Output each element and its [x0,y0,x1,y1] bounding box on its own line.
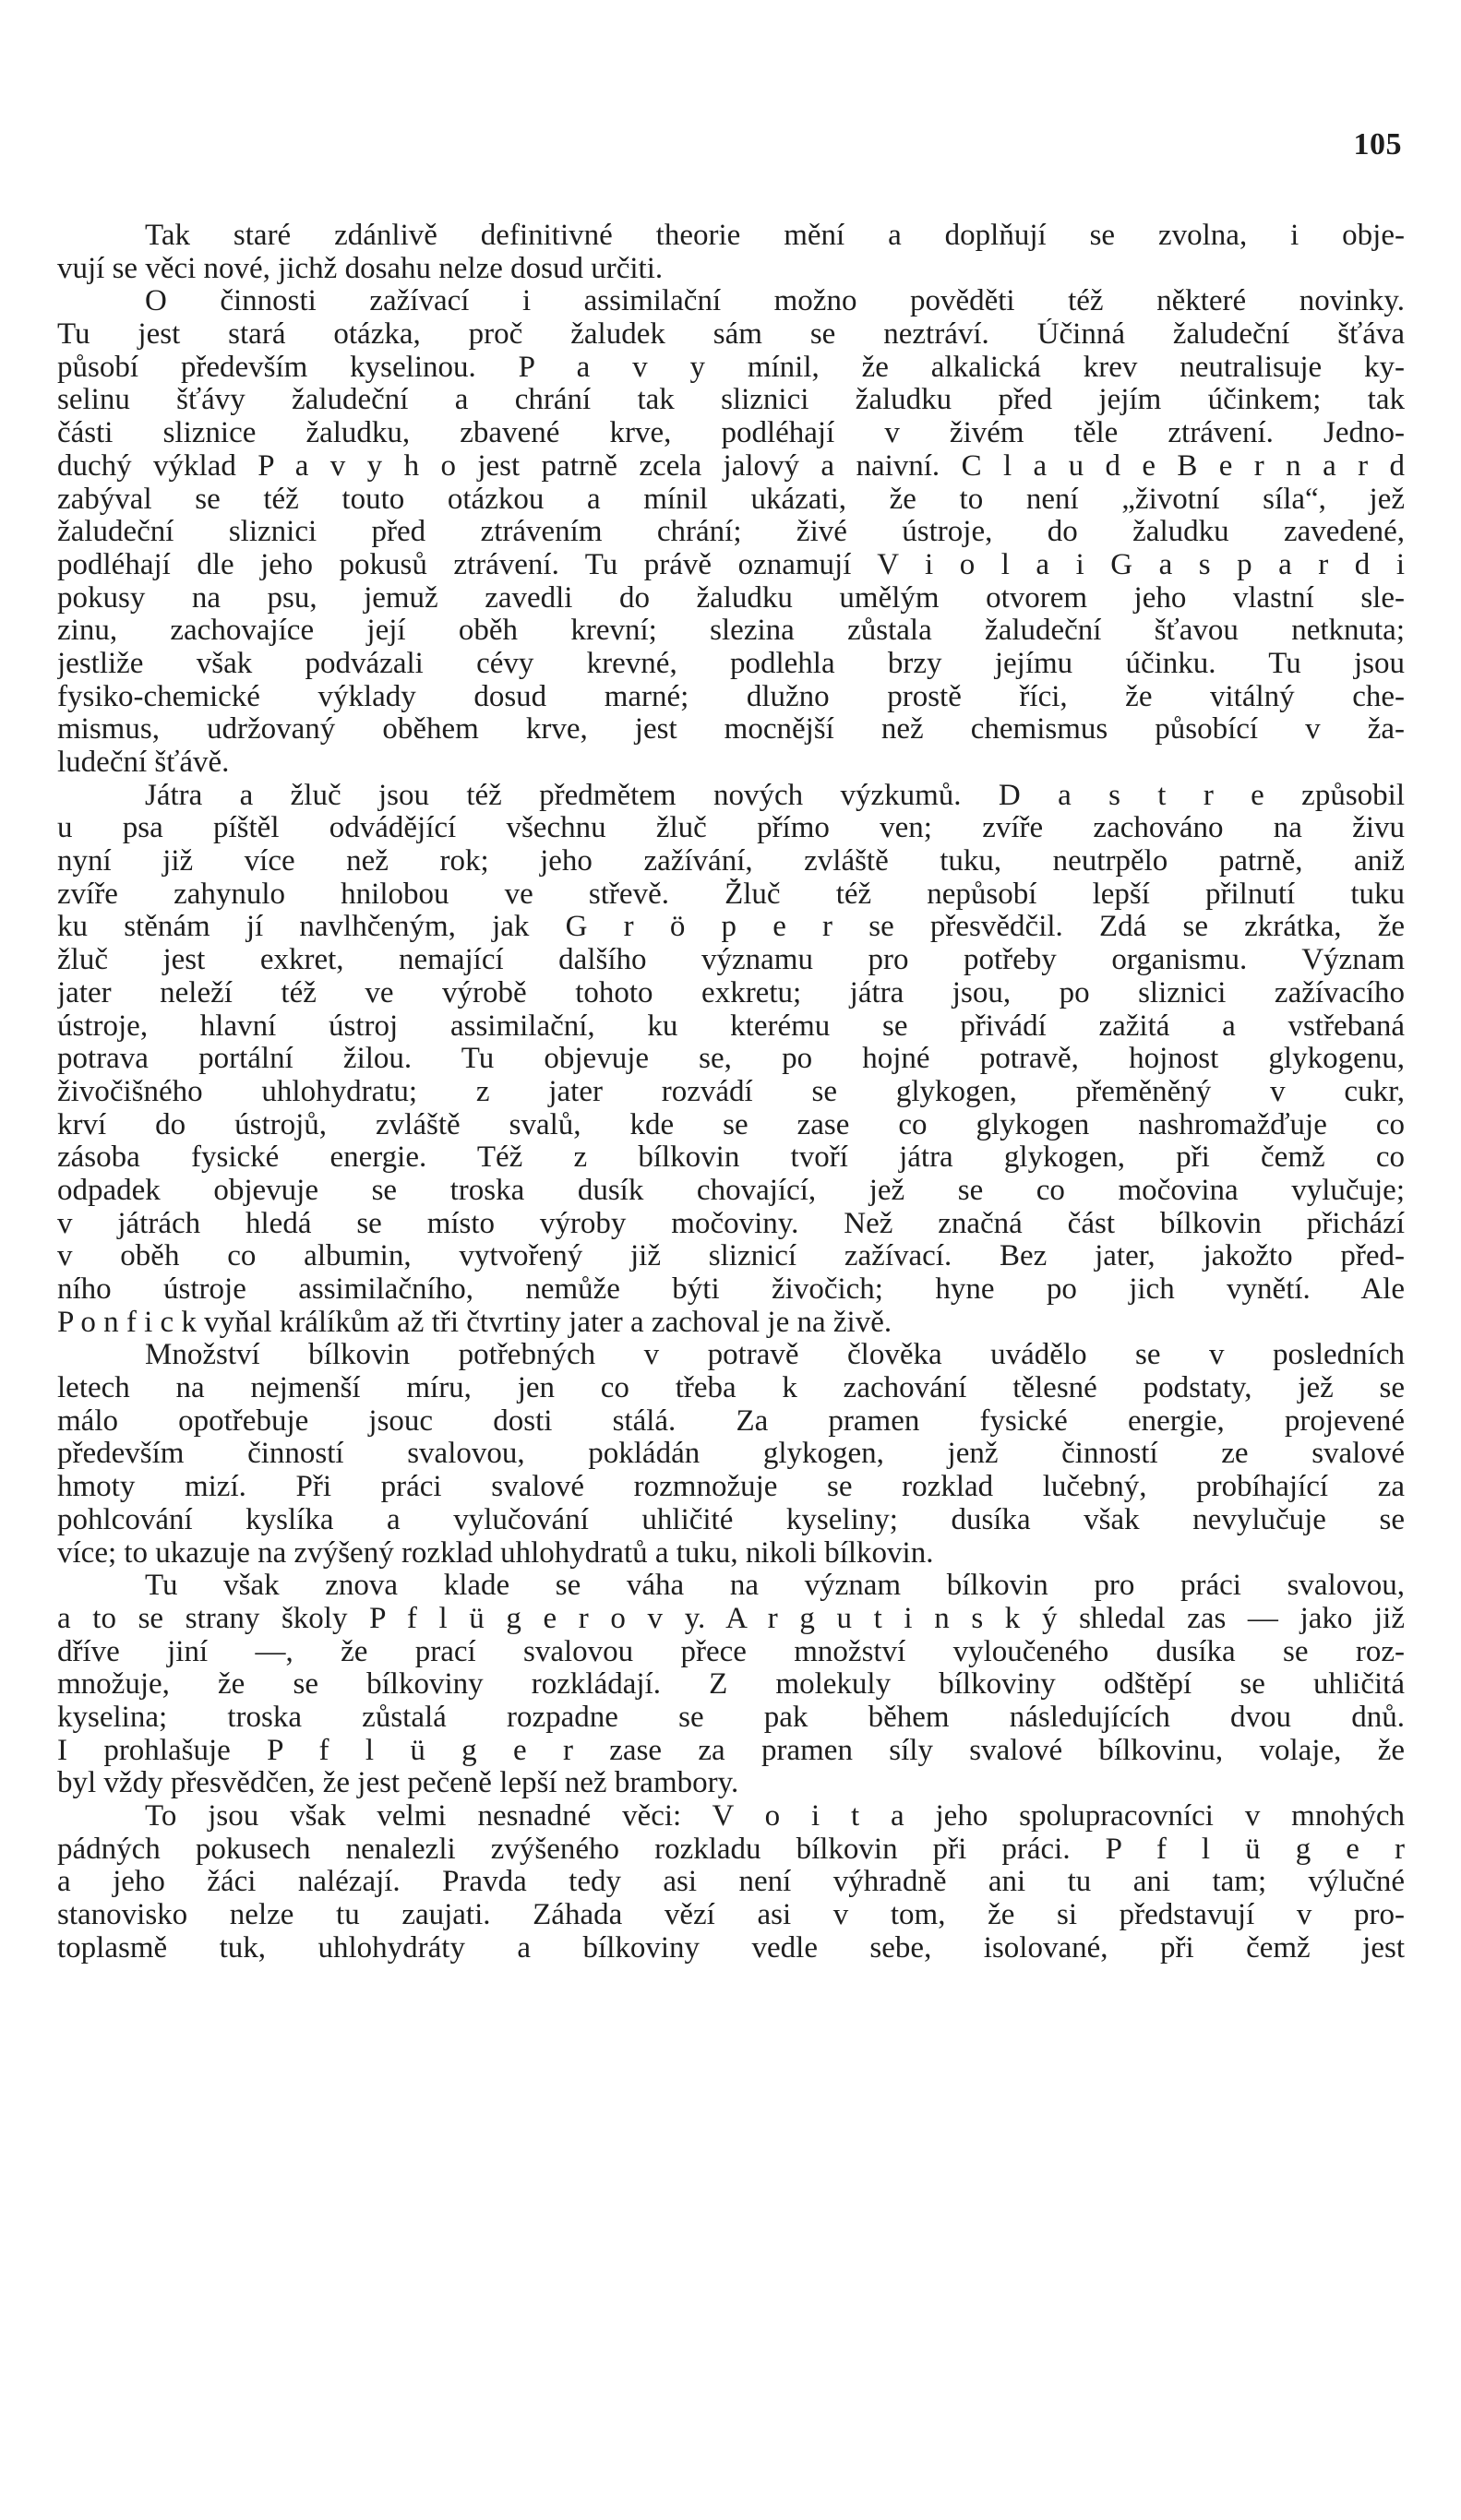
text-line: odpadek objevuje se troska dusík chovající, jež se co močovina vylučuje; [57,1174,1405,1207]
text-line: Tu jest stará otázka, proč žaludek sám se neztráví. Účinná žaludeční šťáva [57,318,1405,352]
text-line: mismus, udržovaný oběhem krve, jest mocnější než chemismus působící v ža- [57,713,1405,746]
text-line: Tu však znova klade se váha na význam bílkovin pro práci svalovou, [145,1570,1405,1603]
text-line: části sliznice žaludku, zbavené krve, podléhají v živém těle ztrávení. Jedno- [57,417,1405,450]
text-line: ního ústroje assimilačního, nemůže býti živočich; hyne po jich vynětí. Ale [57,1273,1405,1306]
text-line: kyselina; troska zůstalá rozpadne se pak během následujících dvou dnů. [57,1701,1405,1734]
text-line: toplasmě tuk, uhlohydráty a bílkoviny vedle sebe, isolované, při čemž jest [57,1931,1405,1965]
paragraph [57,1339,1405,1570]
text-line: byl vždy přesvědčen, že jest pečeně lepší než brambory. [57,1767,739,1800]
paragraph [57,285,1405,779]
text-line: v játrách hledá se místo výroby močoviny. Než značná část bílkovin přichází [57,1207,1405,1240]
paragraph [57,1800,1405,1965]
text-line: krví do ústrojů, zvláště svalů, kde se zase co glykogen nashromažďuje co [57,1108,1405,1141]
text-line: potrava portální žilou. Tu objevuje se, po hojné potravě, hojnost glykogenu, [57,1043,1405,1076]
text-line: zásoba fysické energie. Též z bílkovin tvoří játra glykogen, při čemž co [57,1141,1405,1175]
text-line: u psa píštěl odvádějící všechnu žluč přímo ven; zvíře zachováno na živu [57,812,1405,845]
text-line: žluč jest exkret, nemající dalšího významu pro potřeby organismu. Význam [57,944,1405,977]
text-line: duchý výklad P a v y h o jest patrně zcela jalový a naivní. C l a u d e B e r n a r d [57,449,1405,483]
text-line: více; to ukazuje na zvýšený rozklad uhlohydratů a tuku, nikoli bílkovin. [57,1536,934,1570]
text-line: pádných pokusech nenalezli zvýšeného rozkladu bílkovin při práci. P f l ü g e r [57,1833,1405,1866]
text-line: podléhají dle jeho pokusů ztrávení. Tu právě oznamují V i o l a i G a s p a r d i [57,548,1405,581]
text-line: nyní již více než rok; jeho zažívání, zvláště tuku, neutrpělo patrně, aniž [57,845,1405,878]
text-line: a jeho žáci nalézají. Pravda tedy asi není výhradně ani tu ani tam; výlučné [57,1866,1405,1899]
text-line: stanovisko nelze tu zaujati. Záhada vězí asi v tom, že si představují v pro- [57,1899,1405,1932]
text-line: vují se věci nové, jichž dosahu nelze dosud určiti. [57,252,664,285]
text-line: množuje, že se bílkoviny rozkládají. Z molekuly bílkoviny odštěpí se uhličitá [57,1668,1405,1702]
text-line: především činností svalovou, pokládán glykogen, jenž činností ze svalové [57,1438,1405,1471]
text-line: žaludeční sliznici před ztrávením chrání; živé ústroje, do žaludku zavedené, [57,516,1405,549]
text-line: Množství bílkovin potřebných v potravě člověka uvádělo se v posledních [145,1339,1405,1372]
text-body [57,220,1405,1965]
text-line: jater neleží též ve výrobě tohoto exkretu; játra jsou, po sliznici zažívacího [57,976,1405,1009]
text-line: pokusy na psu, jemuž zavedli do žaludku umělým otvorem jeho vlastní sle- [57,581,1405,615]
text-line: působí především kyselinou. P a v y mínil, že alkalická krev neutralisuje ky- [57,351,1405,384]
text-line: zabýval se též touto otázkou a mínil ukázati, že to není „životní síla“, jež [57,483,1405,516]
text-line: ludeční šťávě. [57,746,230,779]
text-line: zvíře zahynulo hnilobou ve střevě. Žluč též nepůsobí lepší přilnutí tuku [57,878,1405,911]
text-line: ku stěnám jí navlhčeným, jak G r ö p e r se přesvědčil. Zdá se zkrátka, že [57,911,1405,944]
text-line: To jsou však velmi nesnadné věci: V o i t a jeho spolupracovníci v mnohých [145,1800,1405,1833]
text-line: v oběh co albumin, vytvořený již sliznicí zažívací. Bez jater, jakožto před- [57,1240,1405,1273]
text-line: málo opotřebuje jsouc dosti stálá. Za pramen fysické energie, projevené [57,1404,1405,1438]
text-line: dříve jiní —, že prací svalovou přece množství vyloučeného dusíka se roz- [57,1635,1405,1668]
text-line: Tak staré zdánlivě definitivné theorie mění a doplňují se zvolna, i obje- [145,220,1405,252]
text-line: jestliže však podvázali cévy krevné, podlehla brzy jejímu účinku. Tu jsou [57,647,1405,680]
paragraph [57,220,1405,285]
text-line: a to se strany školy P f l ü g e r o v y. A r g u t i n s k ý shledal zas — jako již [57,1602,1405,1635]
text-line: ústroje, hlavní ústroj assimilační, ku kterému se přivádí zažitá a vstřebaná [57,1009,1405,1043]
text-line: O činnosti zažívací i assimilační možno pověděti též některé novinky. [145,285,1405,318]
text-line: hmoty mizí. Při práci svalové rozmnožuje se rozklad lučebný, probíhající za [57,1471,1405,1504]
page-number: 105 [1353,127,1402,161]
text-line: selinu šťávy žaludeční a chrání tak sliznici žaludku před jejím účinkem; tak [57,384,1405,417]
text-line: P o n f i c k vyňal králíkům až tři čtvrtiny jater a zachoval je na živě. [57,1306,892,1339]
text-line: Játra a žluč jsou též předmětem nových výzkumů. D a s t r e způsobil [145,779,1405,812]
text-line: živočišného uhlohydratu; z jater rozvádí se glykogen, přeměněný v cukr, [57,1075,1405,1108]
text-line: I prohlašuje P f l ü g e r zase za pramen síly svalové bílkovinu, volaje, že [57,1734,1405,1767]
text-line: letech na nejmenší míru, jen co třeba k zachování tělesné podstaty, jež se [57,1372,1405,1405]
text-line: fysiko-chemické výklady dosud marné; dlužno prostě říci, že vitálný che- [57,680,1405,713]
text-line: pohlcování kyslíka a vylučování uhličité kyseliny; dusíka však nevylučuje se [57,1503,1405,1536]
paragraph [57,1570,1405,1800]
paragraph [57,780,1405,1340]
text-line: zinu, zachovajíce její oběh krevní; slezina zůstala žaludeční šťavou netknuta; [57,615,1405,648]
